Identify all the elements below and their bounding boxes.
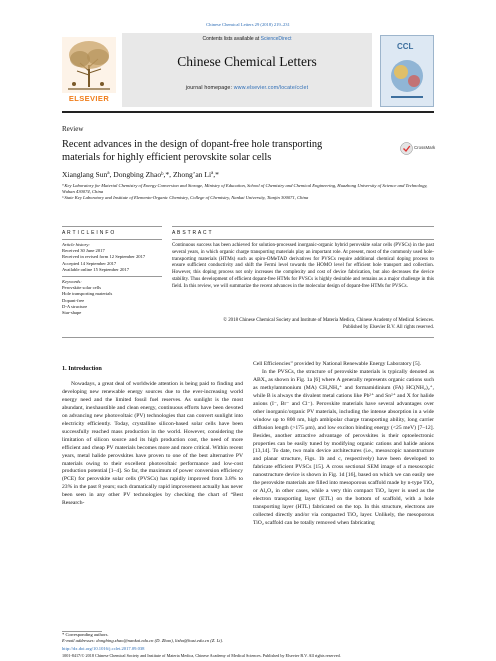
abstract-heading: A B S T R A C T [172, 230, 212, 236]
affiliation-b: ᵇ State Key Laboratory and Institute of Elemento-Organic Chemistry, College of Chemistry, Nankai University, Tianjin 300071, China [62, 195, 309, 201]
journal-name: Chinese Chemical Letters [177, 54, 317, 69]
header-rule [62, 111, 434, 113]
section-label: Review [62, 125, 84, 133]
affiliation-a: ª Key Laboratory for Material Chemistry of Energy Conversion and Storage, Ministry of Education, School of Chemistry and Chemical Engineering, Huazhong University of Science and Technology, Wuhan 430074, China [62, 183, 428, 195]
elsevier-tree-icon [62, 37, 116, 93]
abstract-top-rule [172, 226, 434, 227]
issn-line: 1001-8417/© 2018 Chinese Chemical Society and Institute of Materia Medica, Chinese Academy of Medical Sciences. Published by Elsevier B.V. All rights reserved. [62, 653, 341, 658]
footnote-email: E-mail addresses: dongbing.zhao@nankai.edu.cn (D. Zhao), lizha@hust.edu.cn (Z. Li). [62, 638, 224, 644]
intro-paragraph-1: Nowadays, a great deal of worldwide attention is being paid to finding and developing new renewable energy sources due to the ever-increasing world energy need and the limited fossil fuel reserves. As sunlight is the most abundant, inexhaustible and clean energy, continuous efforts have been devoted on advancing new photovoltaic (PV) technologies that can convert sunlight into electricity efficiently. Today, crystalline silicon-based solar cells have been successfully reached mass production in the world. However, considering the limitation of silicon source and its high production cost, the need of more efficient and cheap PV materials becomes more and more critical. Within recent years, metal halide perovskites have proven to one of the best alternative PV materials owing to their excellent photovoltaic performance and low-cost production potential [1–4]. So far, the maximum of power conversion efficiency (PCE) for perovskite solar cells (PVSCs) has rapidly improved from 3.8% to 23% in the past 8 years; such dramatically rapid improvement actually has never been seen in any other PV technologies by checking the chart of “Best Research- [62, 381, 243, 507]
crossmark-icon [400, 142, 413, 155]
history-accepted: Accepted 14 September 2017 [62, 260, 117, 266]
article-info [62, 242, 166, 273]
footnotes [62, 632, 243, 644]
keywords-rule [62, 276, 162, 277]
journal-cover[interactable] [380, 35, 434, 107]
intro-paragraph-2: Cell Efficiencies” provided by National Renewable Energy Laboratory [5]. [253, 361, 422, 367]
cover-art-icon [385, 54, 429, 102]
crossmark-label: CrossMark [414, 145, 436, 150]
front-matter-bottom-rule [62, 337, 434, 338]
intro-paragraph-3: In the PVSCs, the structure of perovskite materials is typically denoted as ABX₃ as shown in Fig. 1a [6] where A generally represents organic cations such as methylammonium (MA) CH₃NH₃⁺ and formamidinium (FA) HC(NH₂)₂⁺, while B is always the divalent metal cations like Pb²⁺ and Sn²⁺ and X for halide anions (I⁻, Br⁻ and Cl⁻). Perovskite materials have several advantages over other inorganic/organic PV materials, including the intense absorption in a wide window up to 800 nm, high ambipolar charge transporting ability, long carrier diffusion length (>175 μm), and low exciton binding energy (<25 meV) [7–12]. Besides, another attractive advantage of perovskites is their optoelectronic properties can be easily tuned by modifying organic cations and halide anions [13,14]. To date, two main device architectures (i.e., mesoscopic nanostructure and planar structure, Figs. 1b and c, respectively) have been developed to fabricate efficient PVSCs [15]. A cross sectional SEM image of a mesoscopic nanostructure device is shown in Fig. 1d [16], based on which we can easily see the perovskite materials are filled into mesoporous scaffold made by n-type TiO₂ or Al₂O₃ in other cases, while a very thin compact TiO₂ layer is used as the electron transporting layer (ETL) on the bottom of scaffold, with a hole transporting layer (HTL) fabricated on the top. In this structure, electrons are collected directly and/or via compacted TiO₂ layer. Unlikely, the mesoporous TiO₂ scaffold can be totally removed when fabricating [253, 368, 434, 527]
doi-link[interactable]: http://dx.doi.org/10.1016/j.cclet.2017.09.038 [62, 646, 145, 651]
history-revised: Received in revised form 12 September 2017 [62, 254, 146, 260]
keyword-item: D-A structure [62, 303, 88, 309]
homepage-link[interactable]: www.elsevier.com/locate/cclet [233, 85, 309, 91]
article-title [62, 138, 392, 164]
keywords-label: Keywords: [62, 279, 82, 284]
journal-header [62, 33, 434, 107]
sciencedirect-link[interactable]: ScienceDirect [260, 36, 292, 42]
title-line-2: materials for highly efficient perovskite solar cells [62, 152, 272, 163]
title-line-1: Recent advances in the design of dopant-free hole transporting [62, 139, 323, 150]
keyword-item: Dopant-free [62, 297, 85, 303]
intro-left-column [62, 381, 243, 508]
abstract-copyright [172, 318, 434, 331]
history-online: Available online 15 September 2017 [62, 266, 130, 272]
history-received: Received 30 June 2017 [62, 248, 105, 254]
journal-reference[interactable]: Chinese Chemical Letters 29 (2018) 219–231 [206, 22, 290, 27]
homepage-line [122, 85, 372, 91]
copyright-line-1: © 2018 Chinese Chemical Society and Institute of Materia Medica, Chinese Academy of Medical Sciences. [223, 318, 434, 323]
crossmark-badge[interactable] [400, 142, 434, 164]
article-info-heading-rule [62, 239, 162, 240]
abstract-text: Continuous success has been achieved for solution-processed inorganic-organic hybrid perovskite solar cells (PVSCs) in the past several years, in which organic charge transporting materials play an important role. At present, most of the commonly used hole-transporting materials (HTMs) such as spiro-OMeTAD derivatives for PVSCs require additional chemical doping process to ensure sufficient conductivity and shift the Fermi level towards the HOMO level for efficient hole transport and collection. However, this doping process not only increases the complexity and cost of device fabrication, but also decreases the device stability. Thus development of efficient dopant-free HTMs for PVSCs is highly desirable and remains as a major challenge in this field. In this review, we will summarize the recent advances in the molecular design of dopant-free HTMs for PVSCs. [172, 243, 434, 289]
keywords-block [62, 279, 166, 316]
elsevier-wordmark: ELSEVIER [68, 94, 110, 103]
copyright-line-2: Published by Elsevier B.V. All rights reserved. [342, 324, 434, 330]
contents-line [122, 36, 372, 42]
keyword-item: Perovskite solar cells [62, 285, 102, 291]
authors: Xianglang Sunª, Dongbing Zhaoᵇ,*, Zhong’an Liª,* [62, 170, 219, 179]
footnote-corresponding: * Corresponding authors. [62, 632, 109, 637]
keyword-item: Hole transporting materials [62, 291, 113, 297]
affiliations [62, 183, 434, 202]
intro-right-column [253, 361, 434, 528]
introduction-heading: 1. Introduction [62, 365, 102, 372]
cover-label: CCL [397, 42, 414, 51]
journal-title-band [122, 33, 372, 107]
elsevier-logo [62, 37, 116, 103]
homepage-prefix: journal homepage: [185, 85, 233, 91]
contents-prefix: Contents lists available at [202, 36, 260, 42]
article-history-label: Article history: [62, 242, 90, 247]
article-info-heading: A R T I C L E I N F O [62, 230, 115, 236]
keyword-item: Star-shape [62, 310, 82, 316]
article-info-top-rule [62, 226, 162, 227]
abstract-heading-rule [172, 239, 434, 240]
